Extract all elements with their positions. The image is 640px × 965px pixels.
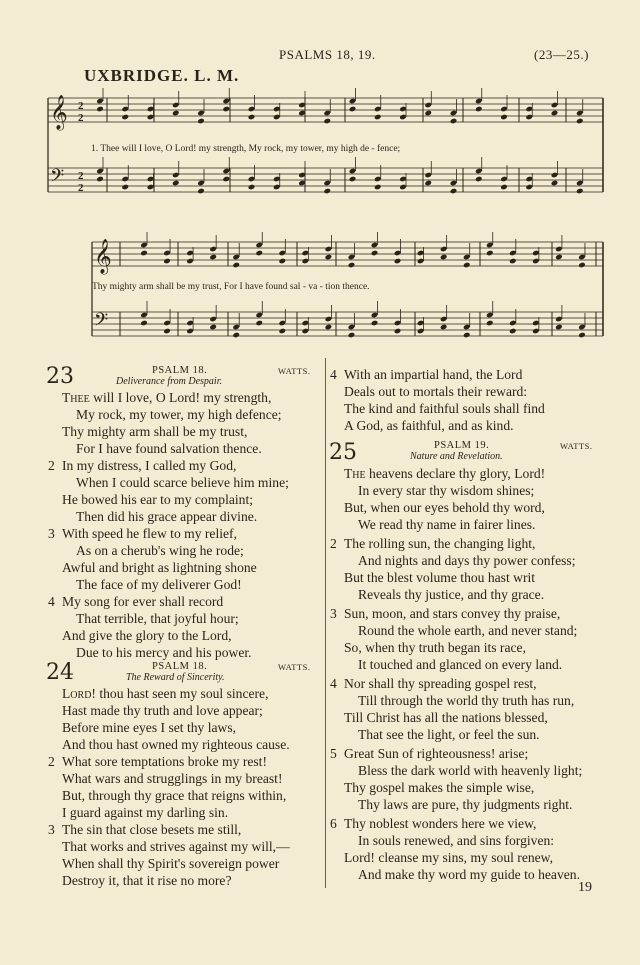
first-word: Thee	[62, 390, 90, 405]
hymn-subtitle: Nature and Revelation.	[410, 451, 503, 462]
psalm-title: PSALM 18.	[152, 661, 208, 672]
page-number: 19	[578, 880, 592, 895]
hymn-24-text-a: Lord! thou hast seen my soul sincere, Hast made thy truth and love appear; Before mine eyes I set thy laws, And thou hast owned my righteous cause. 2 What sore temptations broke my rest! What wars and strugglings in my breast! But, through thy grace that reigns within, I guard against my darling sin. 3 The sin that close besets me still, That works and strives against my will,— When shall thy Spirit's sovereign power Destroy it, that it rise no more?	[48, 686, 290, 888]
svg-text:𝄢: 𝄢	[50, 166, 65, 191]
hymn-23-text: Thee will I love, O Lord! my strength, My rock, my tower, my high defence; Thy mighty arm shall be my trust, For I have found salvation thence. 2 In my distress, I called my God, When I could scarce believe him mine; He bowed his ear to my complaint; Then did his grace appear divine. 3 With speed he flew to my relief, As on a cherub's wing he rode; Awful and bright as lightning shone The face of my deliverer God! 4 My song for ever shall record That terrible, that joyful hour; And give the glory to the Lord, Due to his mercy and his power.	[48, 390, 289, 660]
hymn-number: 24	[46, 660, 74, 685]
first-word: Lord	[62, 686, 92, 701]
svg-text:2: 2	[78, 170, 84, 182]
svg-text:𝄞: 𝄞	[94, 239, 112, 274]
psalm-title: PSALM 19.	[434, 440, 490, 451]
tune-name: UXBRIDGE. L. M.	[84, 66, 240, 85]
music-system-2	[0, 232, 640, 352]
hymn-author: WATTS.	[278, 366, 311, 376]
hymn-number: 25	[329, 440, 357, 465]
first-word: The	[344, 466, 366, 481]
psalm-title: PSALM 18.	[152, 365, 208, 376]
svg-text:2: 2	[78, 182, 84, 194]
lyrics-line-1: 1. Thee will I love, O Lord! my strength, My rock, my tower, my high de - fence;	[91, 144, 401, 154]
svg-text:2: 2	[78, 100, 84, 112]
svg-text:𝄢: 𝄢	[94, 310, 109, 335]
hymn-range: (23—25.)	[534, 47, 589, 62]
hymn-25-text: The heavens declare thy glory, Lord! In every star thy wisdom shines; But, when our eyes behold thy word, We read thy name in fairer lines. 2 The rolling sun, the changing light, And nights and days thy power confess; But the blest volume thou hast writ Reveals thy justice, and thy grace. 3 Sun, moon, and stars convey thy praise, Round the whole earth, and never stand; So, when thy truth began its race, It touched and glanced on every land. 4 Nor shall thy spreading gospel rest, Till through the world thy truth has run, Till Christ has all the nations blessed, That see the light, or feel the sun. 5 Great Sun of righteousness! arise; Bless the dark world with heavenly light; Thy gospel makes the simple wise, Thy laws are pure, thy judgments right. 6 Thy noblest wonders here we view, In souls renewed, and sins forgiven: Lord! cleanse my sins, my soul renew, And make thy word my guide to heaven.	[330, 466, 583, 882]
hymn-author: WATTS.	[278, 662, 311, 672]
svg-text:2: 2	[78, 112, 84, 124]
hymn-author: WATTS.	[560, 441, 593, 451]
hymn-subtitle: Deliverance from Despair.	[116, 376, 222, 387]
hymn-subtitle: The Reward of Sincerity.	[126, 672, 225, 683]
hymn-number: 23	[46, 364, 74, 389]
column-divider	[325, 358, 326, 888]
svg-text:𝄞: 𝄞	[50, 95, 68, 130]
running-header: PSALMS 18, 19.	[279, 47, 376, 62]
lyrics-line-2: Thy mighty arm shall be my trust, For I have found sal - va - tion thence.	[92, 282, 370, 292]
hymn-24-text-b: 4 With an impartial hand, the Lord Deals out to mortals their reward: The kind and faithful souls shall find A God, as faithful, and as kind.	[330, 367, 545, 433]
